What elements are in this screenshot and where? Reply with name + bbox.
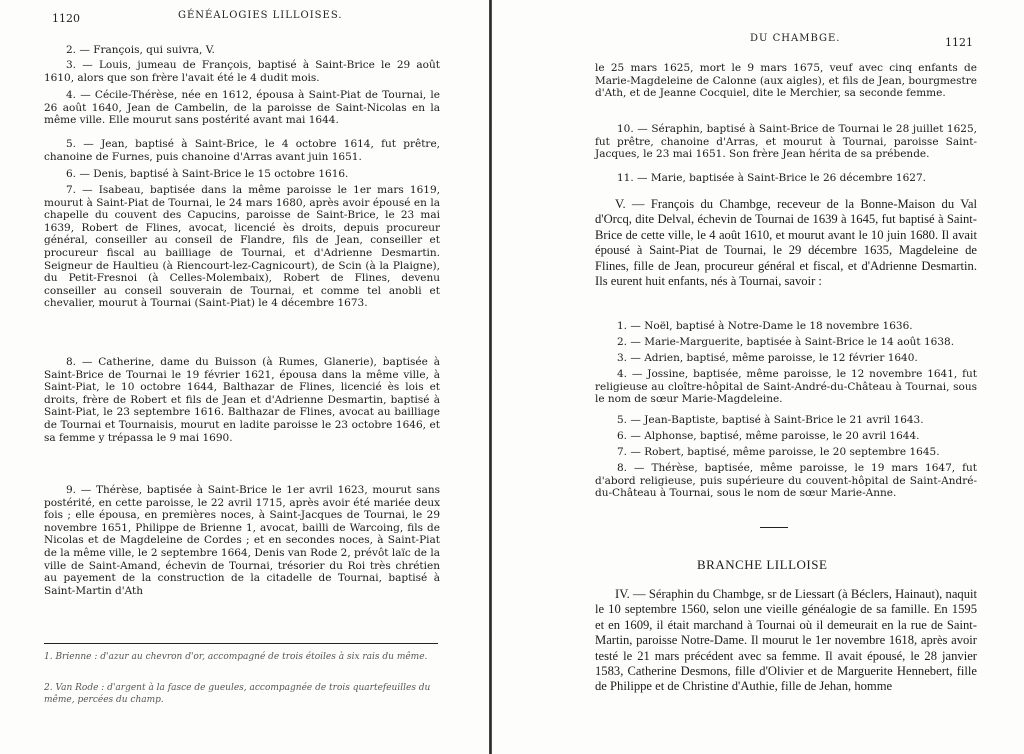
entry-marie: 11. — Marie, baptisée à Saint-Brice le 26 décembre 1627. <box>617 172 926 184</box>
child-robert: 7. — Robert, baptisé, même paroisse, le 20 septembre 1645. <box>617 446 940 458</box>
section-heading: BRANCHE LILLOISE <box>697 557 828 572</box>
footnote-brienne: 1. Brienne : d'azur au chevron d'or, accompagné de trois étoiles à six rais du même. <box>44 652 428 662</box>
right-page-number: 1121 <box>945 36 973 49</box>
child-marie-marguerite: 2. — Marie-Marguerite, baptisée à Saint-Brice le 14 août 1638. <box>617 336 955 348</box>
footnote-van-rode: 2. Van Rode : d'argent à la fasce de gueules, accompagnée de trois quartefeuilles du même, percées du champ. <box>44 683 431 705</box>
entry-cecile-therese: 4. — Cécile-Thérèse, née en 1612, épousa à Saint-Piat de Tournai, le 26 août 1640, Jean de Cambelin, de la paroisse de Saint-Nicolas en la même ville. Elle mourut sans postérité avant mai 1644. <box>44 89 440 127</box>
child-therese: 8. — Thérèse, baptisée, même paroisse, le 19 mars 1647, fut d'abord religieuse, puis supérieure du couvent-hôpital de Saint-André-du-Château à Tournai, sous le nom de sœur Marie-Anne. <box>595 462 977 500</box>
entry-francois: 2. — François, qui suivra, V. <box>66 44 215 56</box>
entry-therese: 9. — Thérèse, baptisée à Saint-Brice le 1er avril 1623, mourut sans postérité, en cette paroisse, le 22 avril 1715, après avoir été mariée deux fois ; elle épousa, en premières noces, à Saint-Jacques de Tournai, le 29 novembre 1651, Philippe de Brienne 1, avocat, bailli de Warcoing, fils de Nicolas et de Magdeleine de Cordes ; et en secondes noces, à Saint-Piat de la même ville, le 2 septembre 1664, Denis van Rode 2, prévôt laïc de la ville de Saint-Amand, échevin de Tournai, trésorier du Roi très chrétien au payement de la construction de la citadelle de Tournai, baptisé à Saint-Martin d'Ath <box>44 484 440 597</box>
section-separator <box>760 527 788 528</box>
child-jean-baptiste: 5. — Jean-Baptiste, baptisé à Saint-Brice le 21 avril 1643. <box>617 414 924 426</box>
child-noel: 1. — Noël, baptisé à Notre-Dame le 18 novembre 1636. <box>617 320 913 332</box>
entry-jean: 5. — Jean, baptisé à Saint-Brice, le 4 octobre 1614, fut prêtre, chanoine de Furnes, puis chanoine d'Arras avant juin 1651. <box>44 138 440 163</box>
left-page-number: 1120 <box>52 12 80 25</box>
entry-isabeau: 7. — Isabeau, baptisée dans la même paroisse le 1er mars 1619, mourut à Saint-Piat de Tournai, le 24 mars 1680, après avoir épousé en la chapelle du couvent des Capucins, paroisse de Saint-Brice, le 23 mai 1639, Robert de Flines, avocat, licencié ès droits, depuis procureur général, conseiller au conseil de Flandre, fils de Jean, conseiller et procureur fiscal au bailliage de Tournai, et d'Adrienne Desmartin. Seigneur de Haultieu (à Riencourt-lez-Cagnicourt), de Scin (à la Plaigne), du Petit-Fresnoi (à Celles-Molembaix), Robert de Flines, devenu conseiller au conseil souverain de Tournai, et comme tel anobli et chevalier, mourut à Tournai (Saint-Piat) le 4 décembre 1673. <box>44 184 440 310</box>
entry-continuation: le 25 mars 1625, mort le 9 mars 1675, veuf avec cinq enfants de Marie-Magdeleine de Calonne (aux aigles), et fils de Jean, bourgmestre d'Ath, et de Jeanne Cocquiel, dite le Merchier, sa seconde femme. <box>595 62 977 100</box>
child-jossine: 4. — Jossine, baptisée, même paroisse, le 12 novembre 1641, fut religieuse au cloître-hôpital de Saint-André-du-Château à Tournai, sous le nom de sœur Marie-Magdeleine. <box>595 368 977 406</box>
section-iv-seraphin: IV. — Séraphin du Chambge, sr de Liessart (à Béclers, Hainaut), naquit le 10 septembre 1560, selon une vieille généalogie de sa famille. En 1595 et en 1609, il était marchand à Tournai où il demeurait en la rue de Saint-Martin, paroisse Notre-Dame. Il mourut le 1er novembre 1618, après avoir testé le 21 mars précédent avec sa femme. Il avait épousé, le 28 janvier 1583, Catherine Desmons, fille d'Olivier et de Marguerite Hennebert, fille de Philippe et de Christine d'Authie, fille de Jehan, homme <box>595 587 977 694</box>
left-running-head: GÉNÉALOGIES LILLOISES. <box>178 10 343 21</box>
section-v-francois: V. — François du Chambge, receveur de la Bonne-Maison du Val d'Orcq, dite Delval, échevin de Tournai de 1639 à 1645, fut baptisé à Saint-Brice de cette ville, le 4 août 1610, et mourut avant le 10 juin 1680. Il avait épousé à Saint-Piat de Tournai, le 29 décembre 1635, Magdeleine de Flines, fille de Jean, procureur général et fiscal, et d'Adrienne Desmartin. Ils eurent huit enfants, nés à Tournai, savoir : <box>595 197 977 289</box>
entry-denis: 6. — Denis, baptisé à Saint-Brice le 15 octobre 1616. <box>66 168 349 180</box>
footnote-rule <box>44 643 438 644</box>
child-alphonse: 6. — Alphonse, baptisé, même paroisse, le 20 avril 1644. <box>617 430 920 442</box>
right-running-head: DU CHAMBGE. <box>750 33 841 44</box>
left-page <box>0 0 490 754</box>
right-page <box>492 0 1024 754</box>
entry-catherine: 8. — Catherine, dame du Buisson (à Rumes, Glanerie), baptisée à Saint-Brice de Tournai le 19 février 1621, épousa dans la même ville, à Saint-Piat, le 10 octobre 1644, Balthazar de Flines, licencié ès lois et droits, frère de Robert et fils de Jean et d'Adrienne Desmartin, baptisé à Saint-Piat, le 23 septembre 1616. Balthazar de Flines, avocat au bailliage de Tournai et Tournaisis, mourut en ladite paroisse le 23 octobre 1646, et sa femme y trépassa le 9 mai 1690. <box>44 356 440 444</box>
entry-louis: 3. — Louis, jumeau de François, baptisé à Saint-Brice le 29 août 1610, alors que son frère l'avait été le 4 dudit mois. <box>44 59 440 84</box>
child-adrien: 3. — Adrien, baptisé, même paroisse, le 12 février 1640. <box>617 352 918 364</box>
entry-seraphin: 10. — Séraphin, baptisé à Saint-Brice de Tournai le 28 juillet 1625, fut prêtre, chanoine d'Arras, et mourut à Tournai, paroisse Saint-Jacques, le 23 mai 1651. Son frère Jean hérita de sa prébende. <box>595 123 977 161</box>
